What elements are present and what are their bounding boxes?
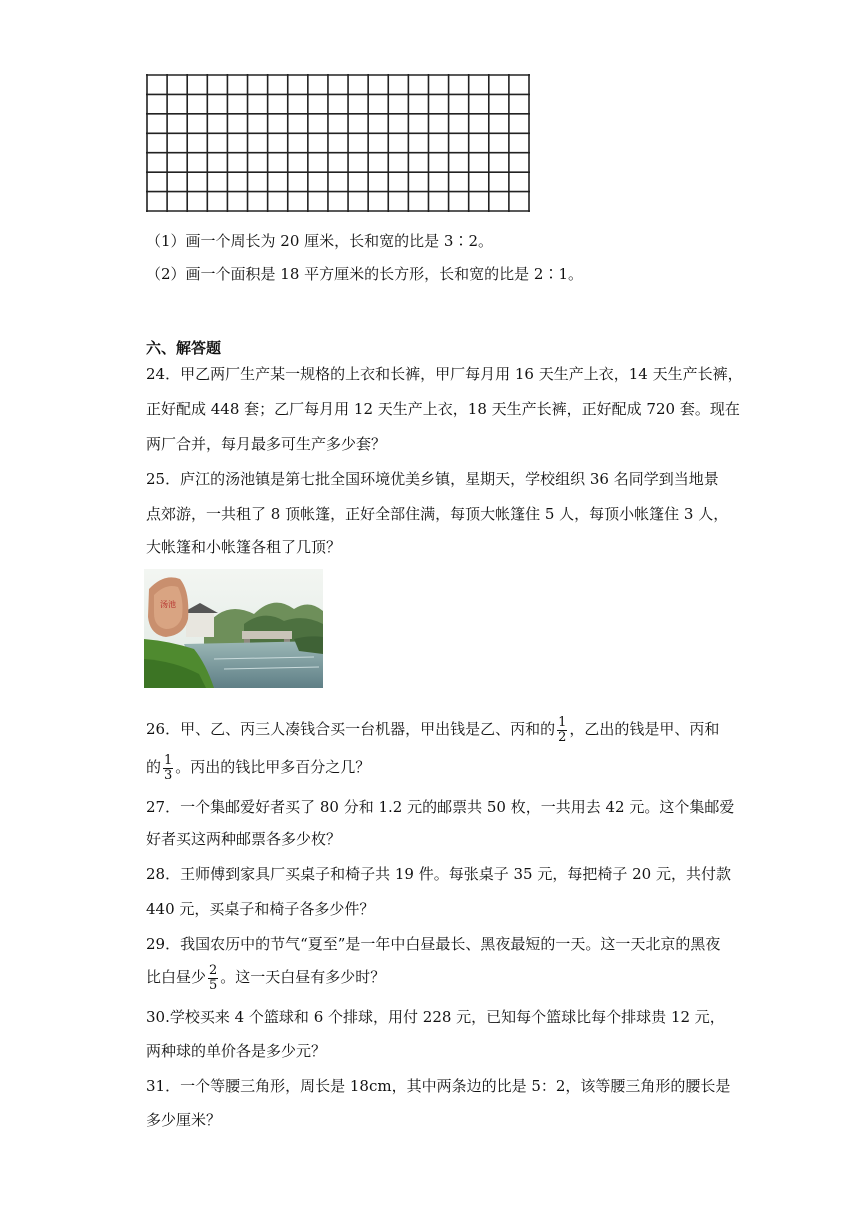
q26-text-1a: 26．甲、乙、丙三人凑钱合买一台机器，甲出钱是乙、丙和的 — [146, 720, 556, 738]
fraction-one-half — [557, 716, 567, 745]
q25-line-3: 大帐篷和小帐篷各租了几顶？ — [146, 538, 342, 556]
q29-line-1: 29．我国农历中的节气“夏至”是一年中白昼最长、黑夜最短的一天。这一天北京的黑夜 — [146, 935, 721, 953]
fraction-numerator: 1 — [558, 714, 567, 730]
q26-text-1b: ，乙出的钱是甲、丙和 — [569, 720, 720, 738]
q28-line-2: 440 元，买桌子和椅子各多少件？ — [146, 900, 375, 918]
q31-line-1: 31．一个等腰三角形，周长是 18cm，其中两条边的比是 5：2，该等腰三角形的腰长是 — [146, 1077, 731, 1095]
photo-sign-text: 汤池 — [160, 600, 176, 609]
q25-line-1: 25．庐江的汤池镇是第七批全国环境优美乡镇，星期天，学校组织 36 名同学到当地景 — [146, 470, 719, 488]
q29-text-2a: 比白昼少 — [146, 968, 207, 986]
section-title: 六、解答题 — [146, 339, 222, 357]
q24-line-3: 两厂合并，每月最多可生产多少套？ — [146, 435, 387, 453]
fraction-two-fifths — [208, 964, 218, 993]
fraction-one-third — [163, 754, 173, 783]
q27-line-2: 好者买这两种邮票各多少枚？ — [146, 830, 342, 848]
q31-line-2: 多少厘米？ — [146, 1111, 222, 1129]
q30-line-1: 30.学校买来 4 个篮球和 6 个排球，用付 228 元，已知每个篮球比每个排球贵 12 元， — [146, 1008, 725, 1026]
q24-line-2: 正好配成 448 套；乙厂每月用 12 天生产上衣，18 天生产长裤，正好配成 720 套。现在 — [146, 400, 740, 418]
q29-line-2 — [146, 960, 385, 994]
q27-line-1: 27．一个集邮爱好者买了 80 分和 1.2 元的邮票共 50 枚，一共用去 42 元。这个集邮爱 — [146, 798, 735, 816]
q28-line-1: 28．王师傅到家具厂买桌子和椅子共 19 件。每张桌子 35 元，每把椅子 20 元，共付款 — [146, 865, 731, 883]
drawing-grid — [146, 74, 530, 212]
sub-question-2: （2）画一个面积是 18 平方厘米的长方形，长和宽的比是 2∶1。 — [146, 265, 584, 283]
fraction-denominator: 2 — [558, 729, 567, 745]
fraction-denominator: 5 — [209, 977, 218, 993]
q30-line-2: 两种球的单价各是多少元？ — [146, 1042, 327, 1060]
fraction-denominator: 3 — [164, 767, 173, 783]
scenery-photo — [144, 569, 323, 688]
q26-line-2 — [146, 750, 370, 784]
q29-text-2b: 。这一天白昼有多少时？ — [220, 968, 386, 986]
q24-line-1: 24．甲乙两厂生产某一规格的上衣和长裤，甲厂每月用 16 天生产上衣，14 天生产长裤， — [146, 365, 743, 383]
q26-line-1 — [146, 712, 719, 746]
fraction-numerator: 2 — [209, 962, 218, 978]
q26-text-2b: 。丙出的钱比甲多百分之几？ — [175, 758, 371, 776]
q26-text-2a: 的 — [146, 758, 162, 776]
q25-line-2: 点郊游，一共租了 8 顶帐篷，正好全部住满，每顶大帐篷住 5 人，每顶小帐篷住 3 人， — [146, 505, 729, 523]
fraction-numerator: 1 — [164, 752, 173, 768]
sub-question-1: （1）画一个周长为 20 厘米，长和宽的比是 3∶2。 — [146, 232, 494, 250]
